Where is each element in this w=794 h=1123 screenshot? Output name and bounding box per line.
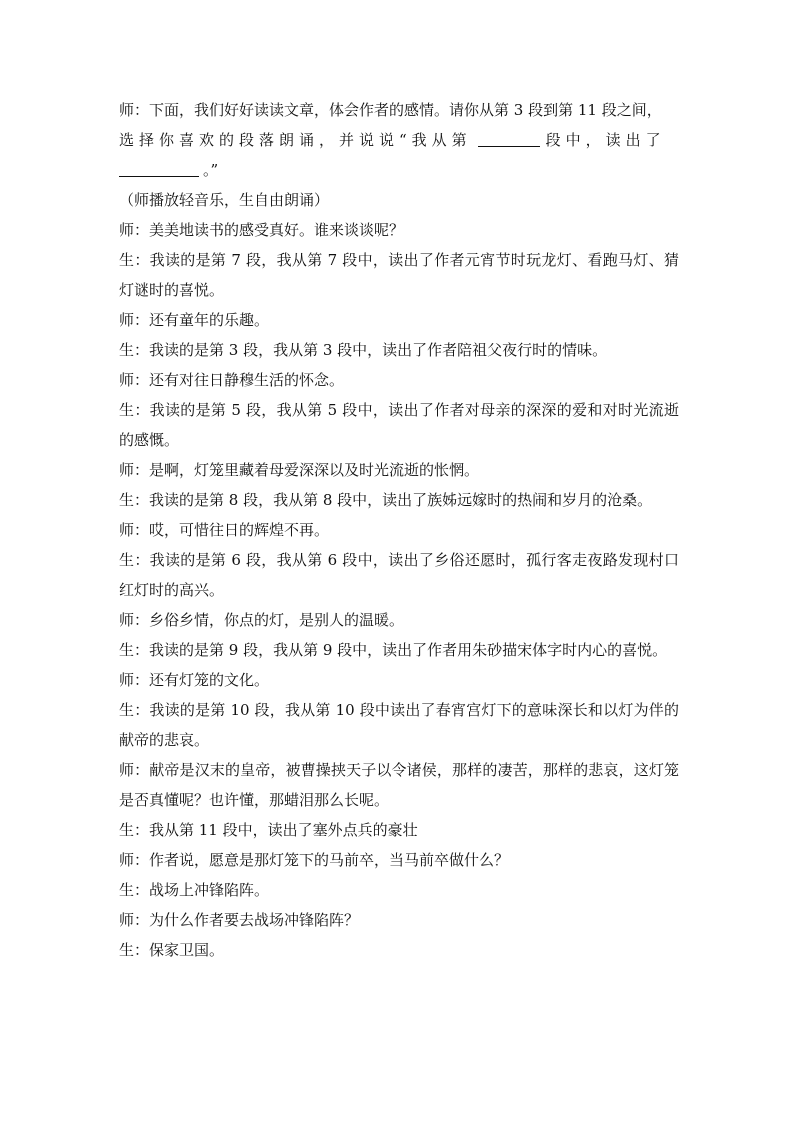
fill-in-blank (119, 158, 199, 177)
dialogue-line: 生：保家卫国。 (119, 941, 225, 959)
dialogue-line: 生：我读的是第 5 段，我从第 5 段中，读出了作者对母亲的深深的爱和对时光流逝的感慨。 (119, 401, 679, 449)
teacher-instruction-line-2 (119, 125, 679, 155)
dialogue-line: 生：我读的是第 3 段，我从第 3 段中，读出了作者陪祖父夜行时的情味。 (119, 341, 608, 359)
dialogue-line: 师：美美地读书的感受真好。谁来谈谈呢？ (119, 221, 405, 239)
dialogue-line: 生：我读的是第 7 段，我从第 7 段中，读出了作者元宵节时玩龙灯、看跑马灯、猜灯谜时的喜悦。 (119, 251, 679, 299)
teacher-instruction-line-3 (119, 155, 679, 185)
dialogue-line: 师：献帝是汉末的皇帝，被曹操挟天子以令诸侯，那样的凄苦，那样的悲哀，这灯笼是否真懂呢？也许懂，那蜡泪那么长呢。 (119, 761, 679, 809)
dialogue-line: 生：我读的是第 9 段，我从第 9 段中，读出了作者用朱砂描宋体字时内心的喜悦。 (119, 641, 668, 659)
dialogue-line: 生：我读的是第 6 段，我从第 6 段中，读出了乡俗还愿时，孤行客走夜路发现村口红灯时的高兴。 (119, 551, 679, 599)
dialogue-line: 师：哎，可惜往日的辉煌不再。 (119, 521, 330, 539)
dialogue-line: 生：战场上冲锋陷阵。 (119, 881, 270, 899)
dialogue-line: 生：我读的是第 10 段，我从第 10 段中读出了春宵宫灯下的意味深长和以灯为伴的献帝的悲哀。 (119, 701, 679, 749)
text-segment: 师：下面，我们好好读读文章，体会作者的感情。请你从第 3 段到第 11 段之间， (119, 101, 662, 119)
dialogue-line: 师：是啊，灯笼里藏着母爱深深以及时光流逝的怅惘。 (119, 461, 480, 479)
lesson-transcript (119, 95, 679, 965)
dialogue-line: 师：作者说，愿意是那灯笼下的马前卒，当马前卒做什么？ (119, 851, 510, 869)
dialogue-line: 师：还有童年的乐趣。 (119, 311, 270, 329)
teacher-instruction-line-1 (119, 95, 679, 125)
dialogue-line: 师：乡俗乡情，你点的灯，是别人的温暖。 (119, 611, 405, 629)
stage-direction: （师播放轻音乐，生自由朗诵） (119, 191, 330, 209)
text-segment: 选择你喜欢的段落朗诵，并说说“我从第 (119, 131, 472, 149)
fill-in-blank (478, 128, 540, 147)
dialogue-line: 生：我从第 11 段中，读出了塞外点兵的豪壮 (119, 821, 418, 839)
dialogue-line: 师：还有对往日静穆生活的怀念。 (119, 371, 345, 389)
text-segment: 。” (203, 161, 219, 179)
dialogue-line: 师：还有灯笼的文化。 (119, 671, 270, 689)
text-segment: 段中，读出了 (545, 131, 666, 149)
dialogue-line: 师：为什么作者要去战场冲锋陷阵？ (119, 911, 360, 929)
dialogue-line: 生：我读的是第 8 段，我从第 8 段中，读出了族姊远嫁时的热闹和岁月的沧桑。 (119, 491, 653, 509)
